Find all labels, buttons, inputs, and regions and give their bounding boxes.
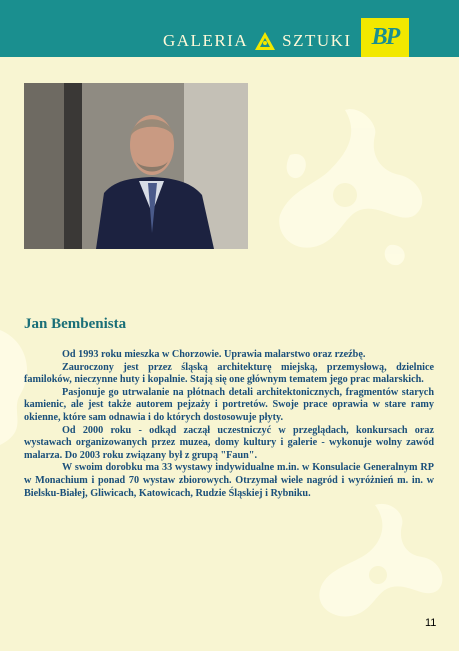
artist-biography — [24, 349, 434, 500]
bio-paragraph: W swoim dorobku ma 33 wystawy indywidualne m.in. w Konsulacie Generalnym RP w Monachium i ponad 70 wystaw zbiorowych. Otrzymał wiele nagród i wyróżnień m. in. w Bielsku-Białej, Gliwicach, Katowicach, Rudzie Śląskiej i Rybniku. — [24, 462, 434, 499]
artist-portrait-photo — [24, 83, 248, 249]
bp-logo-text: BP — [371, 24, 399, 50]
title-word-galeria: GALERIA — [163, 31, 249, 50]
background-ornament-top — [250, 95, 440, 270]
background-ornament-bottom — [300, 495, 450, 630]
bio-paragraph: Od 2000 roku - odkąd zaczął uczestniczyć w przeglądach, konkursach oraz wystawach organizowanych przez muzea, domy kultury i galerie - wykonuje wolny zawód malarza. Do 2003 roku związany był z grupą "Faun". — [24, 424, 434, 461]
page-number: 11 — [425, 617, 437, 629]
artist-name: Jan Bembenista — [24, 316, 127, 332]
bio-paragraph: Pasjonuje go utrwalanie na płótnach detali architektonicznych, fragmentów starych kamienic, ale jest także autorem pejzaży i portretów. Swoje prace oprawia w stare ramy okienne, które sam odnawia i do których dostosowuje płyty. — [24, 386, 434, 423]
bp-logo — [361, 18, 409, 57]
gallery-emblem-icon — [254, 31, 276, 51]
title-word-sztuki: SZTUKI — [282, 31, 352, 50]
gallery-title — [163, 28, 352, 54]
bio-paragraph: Od 1993 roku mieszka w Chorzowie. Uprawia malarstwo oraz rzeźbę. — [62, 349, 366, 360]
bio-paragraph: Zauroczony jest przez śląską architekturę miejską, przemysłową, dzielnice familoków, nieczynne huty i kopalnie. Stają się one głównym tematem jego prac malarskich. — [24, 361, 434, 386]
header-bar — [0, 0, 459, 57]
